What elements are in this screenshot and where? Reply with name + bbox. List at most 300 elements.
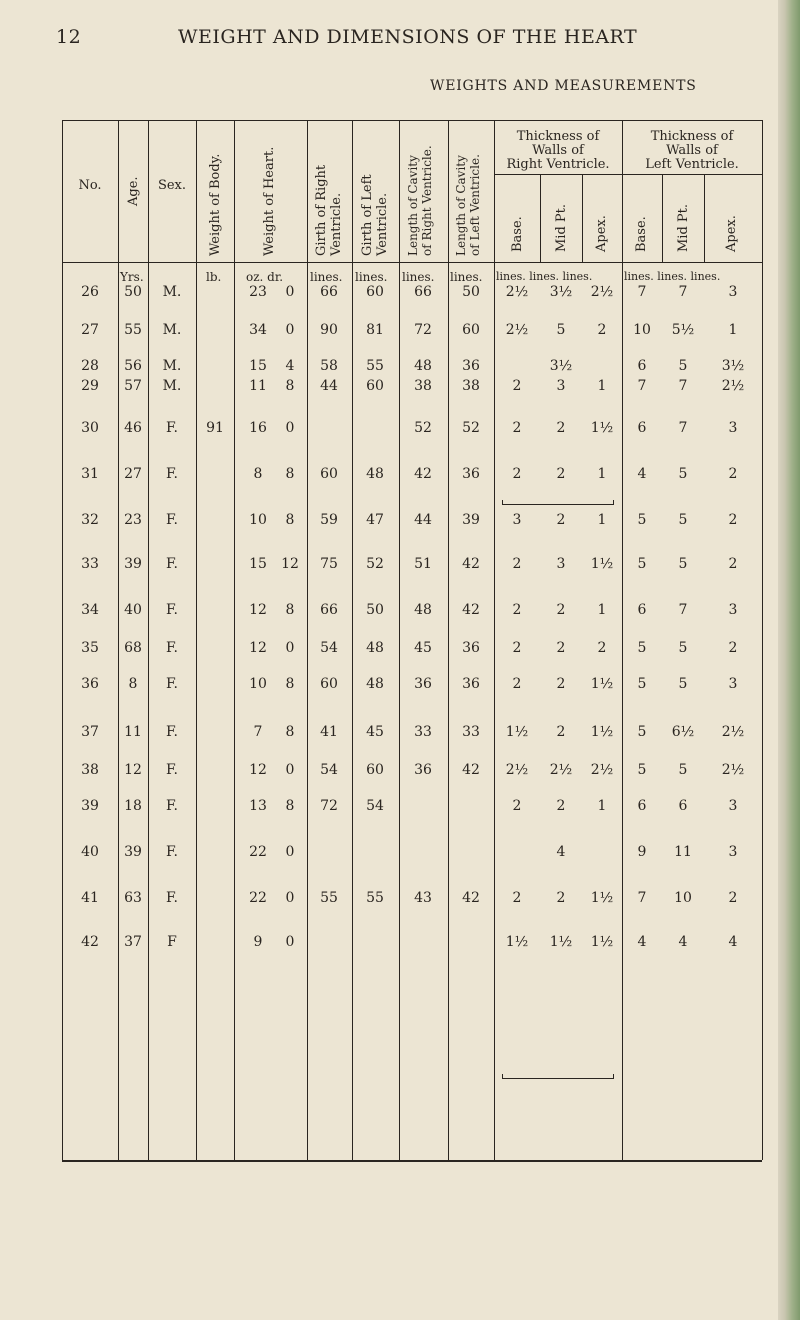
cell-ra: 2 (597, 322, 607, 338)
cell-dr: 0 (285, 284, 295, 300)
cell-lb: 5 (637, 512, 647, 528)
cell-sex: F. (166, 556, 178, 572)
header-thickness-right-line2: Walls of (532, 143, 584, 158)
cell-rm: 2 (556, 640, 566, 656)
cell-dr: 0 (285, 640, 295, 656)
cell-lm: 5½ (671, 322, 695, 338)
cell-la: 2 (728, 466, 738, 482)
cell-rb: 2½ (505, 284, 529, 300)
cell-la: 2 (728, 890, 738, 906)
cell-lr: 36 (414, 676, 432, 692)
cell-ra: 2½ (590, 762, 614, 778)
cell-gl: 52 (366, 556, 384, 572)
cell-lr: 48 (414, 358, 432, 374)
cell-lr: 36 (414, 762, 432, 778)
table-title: WEIGHTS AND MEASUREMENTS (430, 78, 697, 94)
cell-lm: 7 (678, 420, 688, 436)
cell-gl: 48 (366, 466, 384, 482)
cell-sex: F. (166, 420, 178, 436)
cell-la: 3 (728, 284, 738, 300)
cell-no: 37 (81, 724, 99, 740)
col-rule (704, 174, 705, 262)
cell-dr: 0 (285, 322, 295, 338)
cell-age: 11 (124, 724, 142, 740)
unit-thickness-left: lines. lines. lines. (624, 270, 721, 283)
cell-ll: 52 (462, 420, 480, 436)
brace-row-28 (502, 500, 614, 505)
cell-rm: 4 (556, 844, 566, 860)
cell-oz: 12 (249, 602, 267, 618)
cell-no: 34 (81, 602, 99, 618)
cell-no: 31 (81, 466, 99, 482)
header-left-mid: Mid Pt. (676, 203, 691, 252)
measurements-table (62, 120, 762, 1162)
header-length-left-line1: Length of Cavity (454, 155, 468, 256)
cell-ll: 38 (462, 378, 480, 394)
cell-ra: 1 (597, 466, 607, 482)
header-length-right-line2: of Right Ventricle. (420, 145, 434, 256)
cell-lm: 5 (678, 556, 688, 572)
cell-age: 8 (128, 676, 138, 692)
cell-no: 29 (81, 378, 99, 394)
cell-rb: 2 (512, 466, 522, 482)
header-right-mid: Mid Pt. (554, 203, 569, 252)
cell-oz: 12 (249, 762, 267, 778)
cell-la: 3 (728, 844, 738, 860)
cell-dr: 0 (285, 890, 295, 906)
header-left-apex: Apex. (724, 215, 739, 252)
cell-gl: 45 (366, 724, 384, 740)
cell-lm: 10 (674, 890, 692, 906)
cell-no: 32 (81, 512, 99, 528)
cell-rm: 3 (556, 556, 566, 572)
cell-la: 2 (728, 640, 738, 656)
header-age: Age. (126, 176, 141, 206)
cell-age: 18 (124, 798, 142, 814)
cell-dr: 8 (285, 512, 295, 528)
cell-no: 26 (81, 284, 99, 300)
cell-sex: F (167, 934, 177, 950)
cell-dr: 8 (285, 378, 295, 394)
cell-rm: 2 (556, 602, 566, 618)
cell-gr: 54 (320, 640, 338, 656)
header-girth-right (314, 165, 344, 256)
cell-oz: 23 (249, 284, 267, 300)
cell-rb: 2 (512, 676, 522, 692)
col-rule (196, 120, 197, 1160)
cell-lr: 48 (414, 602, 432, 618)
cell-ll: 42 (462, 890, 480, 906)
col-rule (494, 120, 495, 1160)
cell-oz: 13 (249, 798, 267, 814)
cell-la: 3 (728, 602, 738, 618)
cell-lr: 45 (414, 640, 432, 656)
cell-lr: 43 (414, 890, 432, 906)
cell-la: 1 (728, 322, 738, 338)
cell-lb: 4 (637, 934, 647, 950)
cell-no: 39 (81, 798, 99, 814)
header-thickness-right (494, 130, 622, 172)
header-no: No. (78, 178, 102, 193)
cell-ll: 36 (462, 358, 480, 374)
cell-sex: F. (166, 890, 178, 906)
cell-age: 39 (124, 844, 142, 860)
cell-rm: 2 (556, 512, 566, 528)
cell-lb: 7 (637, 890, 647, 906)
cell-lb: 10 (633, 322, 651, 338)
cell-gr: 75 (320, 556, 338, 572)
cell-ll: 42 (462, 762, 480, 778)
unit-girth-left: lines. (355, 270, 388, 284)
cell-lm: 7 (678, 378, 688, 394)
cell-rb: 1½ (505, 724, 529, 740)
cell-lb: 7 (637, 378, 647, 394)
header-left-base: Base. (634, 216, 649, 252)
cell-lm: 11 (674, 844, 692, 860)
cell-rm: 3½ (549, 284, 573, 300)
cell-no: 40 (81, 844, 99, 860)
cell-gr: 60 (320, 466, 338, 482)
cell-ll: 42 (462, 556, 480, 572)
unit-age: Yrs. (120, 270, 144, 284)
cell-lr: 52 (414, 420, 432, 436)
running-title: WEIGHT AND DIMENSIONS OF THE HEART (178, 26, 638, 48)
header-thickness-left-line3: Left Ventricle. (645, 157, 739, 172)
cell-dr: 4 (285, 358, 295, 374)
col-rule (582, 174, 583, 262)
cell-dr: 8 (285, 798, 295, 814)
cell-age: 39 (124, 556, 142, 572)
col-rule (352, 120, 353, 1160)
cell-gr: 55 (320, 890, 338, 906)
cell-lr: 44 (414, 512, 432, 528)
cell-no: 33 (81, 556, 99, 572)
unit-body: lb. (206, 270, 222, 284)
cell-lb: 6 (637, 602, 647, 618)
cell-age: 57 (124, 378, 142, 394)
cell-rm: 2 (556, 890, 566, 906)
col-rule (118, 120, 119, 1160)
cell-rb: 3 (512, 512, 522, 528)
cell-gl: 48 (366, 640, 384, 656)
cell-oz: 34 (249, 322, 267, 338)
cell-rb: 2 (512, 798, 522, 814)
cell-lm: 5 (678, 762, 688, 778)
cell-gl: 60 (366, 284, 384, 300)
cell-ra: 1 (597, 602, 607, 618)
cell-la: 2 (728, 556, 738, 572)
header-length-right-line1: Length of Cavity (406, 155, 420, 256)
cell-ra: 1½ (590, 934, 614, 950)
header-thickness-left-line1: Thickness of (650, 129, 734, 144)
cell-dr: 8 (285, 466, 295, 482)
cell-oz: 10 (249, 512, 267, 528)
page-edge-shadow (778, 0, 800, 1320)
cell-la: 3 (728, 798, 738, 814)
cell-ll: 33 (462, 724, 480, 740)
cell-rb: 2 (512, 602, 522, 618)
cell-no: 28 (81, 358, 99, 374)
cell-oz: 15 (249, 358, 267, 374)
cell-rm: 1½ (549, 934, 573, 950)
running-header (56, 26, 772, 50)
cell-rm: 2 (556, 724, 566, 740)
cell-sex: M. (162, 358, 182, 374)
cell-oz: 22 (249, 890, 267, 906)
header-girth-left (360, 174, 390, 256)
cell-age: 50 (124, 284, 142, 300)
cell-lr: 66 (414, 284, 432, 300)
unit-heart: oz. dr. (246, 270, 284, 284)
cell-la: 2½ (721, 378, 745, 394)
cell-la: 4 (728, 934, 738, 950)
cell-age: 27 (124, 466, 142, 482)
bottom-rule (62, 1160, 762, 1162)
cell-oz: 10 (249, 676, 267, 692)
cell-sex: M. (162, 322, 182, 338)
cell-rm: 2 (556, 676, 566, 692)
cell-ra: 1½ (590, 556, 614, 572)
cell-rm: 2 (556, 466, 566, 482)
cell-age: 23 (124, 512, 142, 528)
col-rule (62, 120, 63, 1160)
cell-rm: 2½ (549, 762, 573, 778)
cell-sex: F. (166, 724, 178, 740)
cell-rm: 2 (556, 798, 566, 814)
col-rule (399, 120, 400, 1160)
cell-dr: 8 (285, 724, 295, 740)
header-bottom-rule (62, 262, 762, 263)
cell-no: 38 (81, 762, 99, 778)
col-rule (448, 120, 449, 1160)
cell-lm: 5 (678, 512, 688, 528)
col-rule (307, 120, 308, 1160)
page-number: 12 (56, 26, 82, 48)
cell-lr: 72 (414, 322, 432, 338)
cell-lb: 6 (637, 358, 647, 374)
cell-ra: 1 (597, 378, 607, 394)
cell-rm: 3 (556, 378, 566, 394)
cell-rb: 2 (512, 378, 522, 394)
cell-gr: 60 (320, 676, 338, 692)
cell-gr: 72 (320, 798, 338, 814)
header-thickness-left-line2: Walls of (666, 143, 718, 158)
cell-oz: 22 (249, 844, 267, 860)
cell-lb: 5 (637, 640, 647, 656)
cell-dr: 0 (285, 934, 295, 950)
cell-ll: 42 (462, 602, 480, 618)
cell-ll: 36 (462, 676, 480, 692)
cell-la: 3 (728, 676, 738, 692)
cell-no: 41 (81, 890, 99, 906)
cell-ra: 1 (597, 512, 607, 528)
cell-sex: F. (166, 798, 178, 814)
header-body-weight: Weight of Body. (208, 153, 223, 256)
cell-rb: 2½ (505, 322, 529, 338)
cell-gl: 47 (366, 512, 384, 528)
cell-gr: 90 (320, 322, 338, 338)
cell-lm: 7 (678, 284, 688, 300)
cell-sex: M. (162, 378, 182, 394)
cell-ll: 50 (462, 284, 480, 300)
cell-gl: 54 (366, 798, 384, 814)
cell-sex: F. (166, 762, 178, 778)
unit-length-left: lines. (450, 270, 483, 284)
cell-rm: 2 (556, 420, 566, 436)
cell-rb: 2 (512, 556, 522, 572)
cell-gr: 66 (320, 602, 338, 618)
cell-gl: 60 (366, 378, 384, 394)
header-right-apex: Apex. (594, 215, 609, 252)
col-rule (662, 174, 663, 262)
header-thickness-right-line3: Right Ventricle. (506, 157, 610, 172)
cell-age: 63 (124, 890, 142, 906)
header-girth-right-line1: Girth of Right (314, 164, 329, 256)
col-rule (148, 120, 149, 1160)
cell-ra: 1½ (590, 676, 614, 692)
header-right-base: Base. (510, 216, 525, 252)
cell-lm: 4 (678, 934, 688, 950)
cell-age: 55 (124, 322, 142, 338)
cell-dr: 0 (285, 844, 295, 860)
cell-ra: 2½ (590, 284, 614, 300)
cell-age: 56 (124, 358, 142, 374)
cell-lr: 33 (414, 724, 432, 740)
cell-age: 46 (124, 420, 142, 436)
cell-lb: 5 (637, 762, 647, 778)
cell-ll: 60 (462, 322, 480, 338)
cell-gr: 54 (320, 762, 338, 778)
cell-age: 37 (124, 934, 142, 950)
cell-oz: 9 (253, 934, 263, 950)
cell-gl: 60 (366, 762, 384, 778)
cell-lm: 7 (678, 602, 688, 618)
cell-gr: 59 (320, 512, 338, 528)
cell-lm: 5 (678, 676, 688, 692)
header-girth-left-line1: Girth of Left (360, 174, 375, 256)
header-heart-weight: Weight of Heart. (262, 146, 277, 256)
cell-lm: 6½ (671, 724, 695, 740)
cell-lb: 7 (637, 284, 647, 300)
cell-la: 3 (728, 420, 738, 436)
cell-ra: 2 (597, 640, 607, 656)
cell-lm: 6 (678, 798, 688, 814)
cell-lr: 42 (414, 466, 432, 482)
cell-ll: 36 (462, 466, 480, 482)
cell-la: 2½ (721, 762, 745, 778)
unit-length-right: lines. (402, 270, 435, 284)
cell-la: 2 (728, 512, 738, 528)
cell-oz: 12 (249, 640, 267, 656)
cell-ll: 39 (462, 512, 480, 528)
brace-row-40 (502, 1074, 614, 1079)
cell-sex: F. (166, 512, 178, 528)
cell-oz: 16 (249, 420, 267, 436)
cell-rb: 2½ (505, 762, 529, 778)
header-length-left-line2: of Left Ventricle. (468, 154, 482, 256)
header-thickness-left (622, 130, 762, 172)
cell-rm: 3½ (549, 358, 573, 374)
col-rule (540, 174, 541, 262)
cell-dr: 8 (285, 602, 295, 618)
cell-lm: 5 (678, 640, 688, 656)
cell-gl: 48 (366, 676, 384, 692)
cell-ra: 1 (597, 798, 607, 814)
col-rule (234, 120, 235, 1160)
cell-gr: 44 (320, 378, 338, 394)
cell-age: 40 (124, 602, 142, 618)
cell-gr: 66 (320, 284, 338, 300)
cell-ll: 36 (462, 640, 480, 656)
cell-lb: 5 (637, 724, 647, 740)
cell-gl: 81 (366, 322, 384, 338)
cell-body: 91 (206, 420, 224, 436)
cell-rm: 5 (556, 322, 566, 338)
cell-no: 35 (81, 640, 99, 656)
cell-ra: 1½ (590, 420, 614, 436)
cell-age: 12 (124, 762, 142, 778)
col-rule (622, 120, 623, 1160)
header-thickness-right-line1: Thickness of (516, 129, 600, 144)
cell-dr: 0 (285, 762, 295, 778)
cell-lb: 5 (637, 676, 647, 692)
header-sex: Sex. (157, 178, 187, 193)
cell-dr: 12 (281, 556, 299, 572)
cell-gr: 58 (320, 358, 338, 374)
cell-oz: 15 (249, 556, 267, 572)
cell-lm: 5 (678, 358, 688, 374)
cell-age: 68 (124, 640, 142, 656)
cell-sex: F. (166, 640, 178, 656)
cell-lr: 38 (414, 378, 432, 394)
cell-gl: 50 (366, 602, 384, 618)
cell-oz: 7 (253, 724, 263, 740)
cell-oz: 11 (249, 378, 267, 394)
cell-gl: 55 (366, 890, 384, 906)
cell-lb: 4 (637, 466, 647, 482)
cell-ra: 1½ (590, 890, 614, 906)
cell-ra: 1½ (590, 724, 614, 740)
cell-lb: 9 (637, 844, 647, 860)
cell-lb: 6 (637, 798, 647, 814)
cell-rb: 2 (512, 890, 522, 906)
top-rule (62, 120, 762, 121)
cell-gl: 55 (366, 358, 384, 374)
cell-la: 2½ (721, 724, 745, 740)
cell-no: 36 (81, 676, 99, 692)
header-length-right (406, 145, 434, 256)
unit-thickness-right: lines. lines. lines. (496, 270, 593, 283)
header-girth-left-line2: Ventricle. (375, 192, 390, 256)
cell-dr: 0 (285, 420, 295, 436)
cell-sex: F. (166, 844, 178, 860)
cell-lb: 6 (637, 420, 647, 436)
col-rule (762, 120, 763, 1160)
cell-rb: 1½ (505, 934, 529, 950)
cell-sex: F. (166, 466, 178, 482)
cell-dr: 8 (285, 676, 295, 692)
cell-gr: 41 (320, 724, 338, 740)
cell-sex: F. (166, 602, 178, 618)
cell-lm: 5 (678, 466, 688, 482)
header-girth-right-line2: Ventricle. (329, 192, 344, 256)
cell-lb: 5 (637, 556, 647, 572)
cell-lr: 51 (414, 556, 432, 572)
cell-no: 27 (81, 322, 99, 338)
header-length-left (454, 154, 482, 256)
cell-la: 3½ (721, 358, 745, 374)
cell-no: 42 (81, 934, 99, 950)
